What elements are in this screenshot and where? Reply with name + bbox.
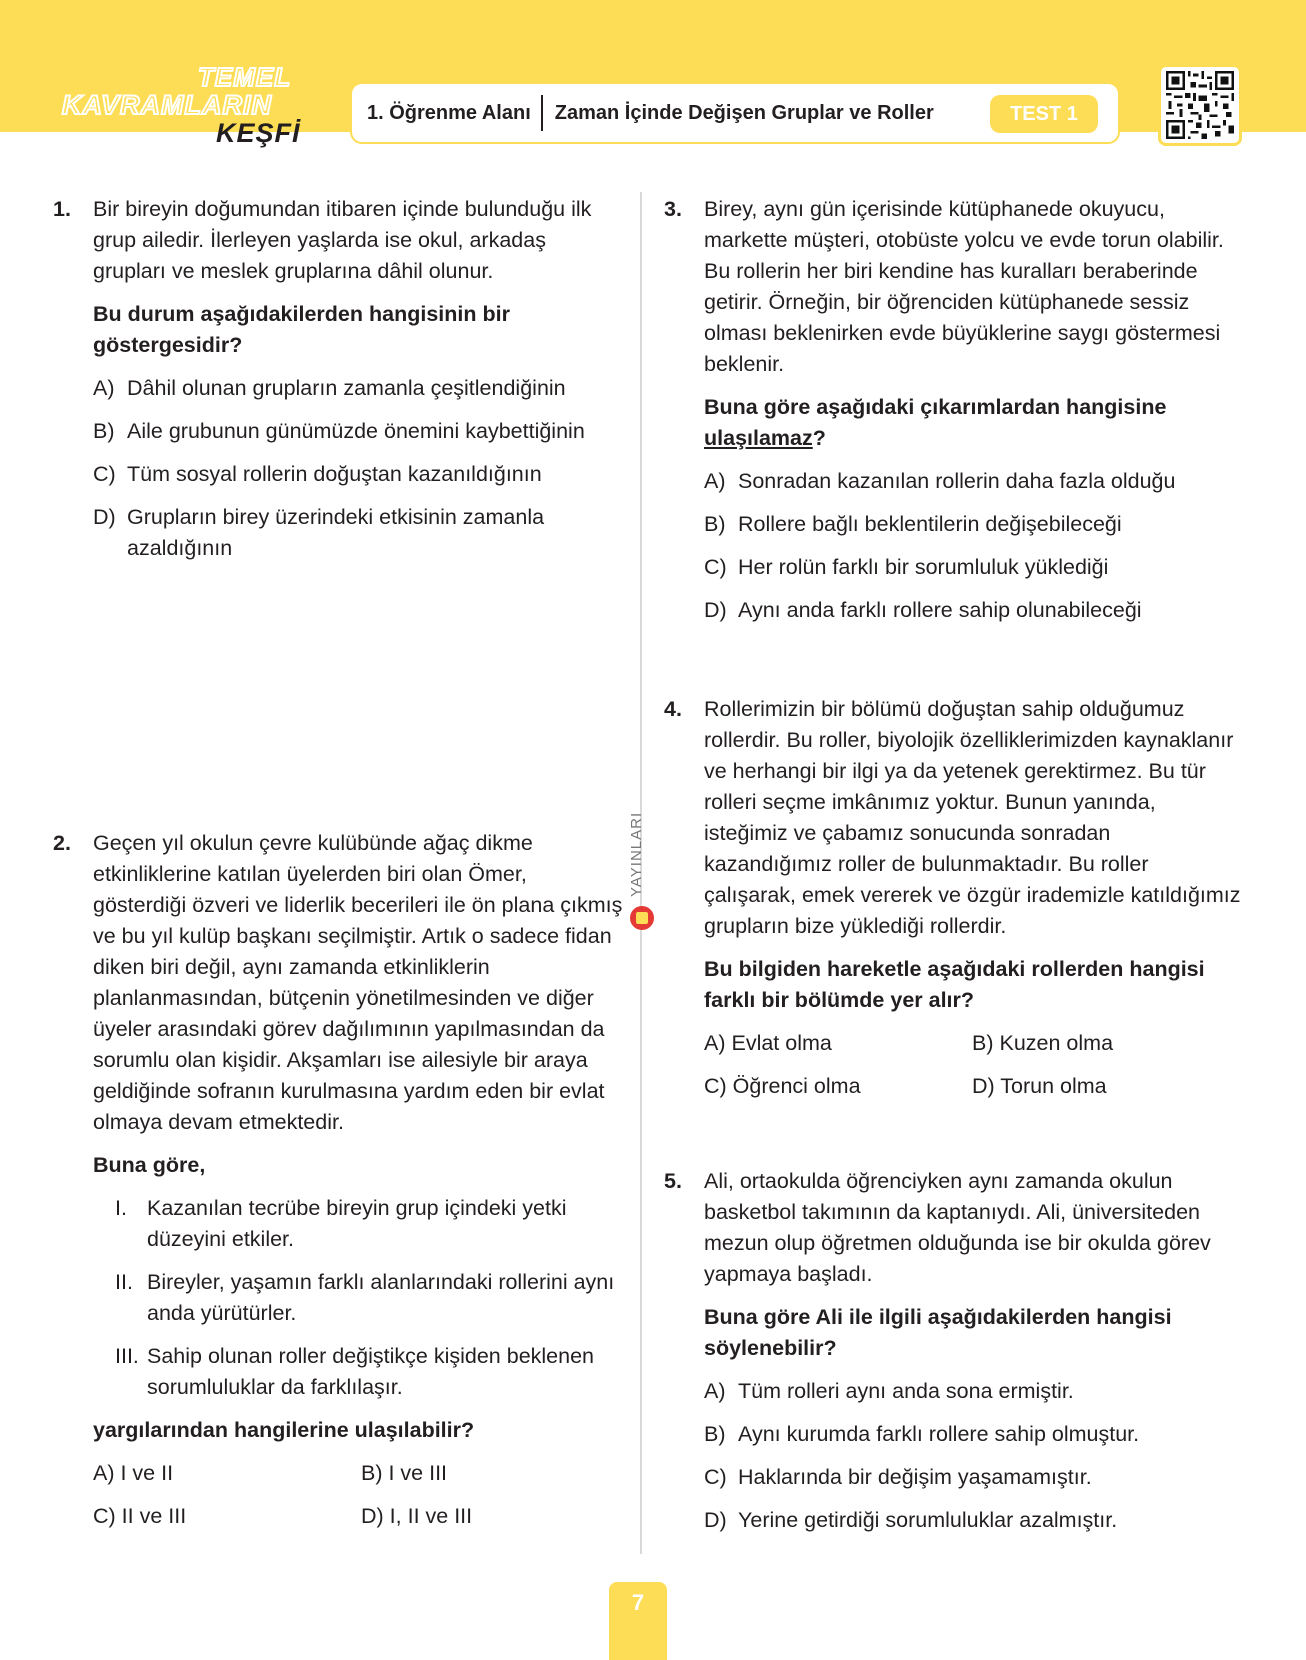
option-label: A) [93,1461,115,1485]
option-list [704,1376,1244,1536]
question-text: Rollerimizin bir bölümü doğuştan sahip olduğumuz rollerdir. Bu roller, biyolojik özelliklerimizden kaynaklanır ve herhangi bir ilgi ya da yetenek gerektirmez. Bu tür rolleri seçme imkânımız yoktur. Bunun yanında, isteğimiz ve çabamız sonucunda sonradan kazandığımız roller de bulunmaktadır. Bu roller çalışarak, emek vererek ve özgür irademizle katıldığımız grupların bize yüklediği rollerdir. [704,697,1241,938]
option-text: Tüm sosyal rollerin doğuştan kazanıldığının [127,462,542,486]
option-text: Aynı anda farklı rollere sahip olunabileceği [738,598,1142,622]
option-list [704,466,1244,626]
side-brand [622,806,662,936]
option-c[interactable] [704,1071,972,1102]
option-label: A) [93,376,115,400]
option-d[interactable] [361,1501,629,1532]
question-5 [664,1166,1244,1548]
header-title-box [350,82,1120,144]
question-stem: Bu bilgiden hareketle aşağıdaki rollerden hangisi farklı bir bölümde yer alır? [704,957,1205,1012]
option-c[interactable] [704,1462,1244,1493]
option-text: Yerine getirdiği sorumluluklar azalmıştır. [738,1508,1118,1532]
option-text: Tüm rolleri aynı anda sona ermiştir. [738,1379,1074,1403]
option-label: B) [361,1461,383,1485]
option-label: C) [93,1504,116,1528]
option-text: Evlat olma [731,1031,832,1055]
question-2 [53,828,623,1532]
option-a[interactable] [704,1376,1244,1407]
option-text: I ve III [388,1461,448,1485]
option-d[interactable] [704,1505,1244,1536]
option-a[interactable] [93,1458,361,1489]
option-a[interactable] [704,1028,972,1059]
option-text: Öğrenci olma [732,1074,861,1098]
statement-text: Bireyler, yaşamın farklı alanlarındaki rollerini aynı anda yürütürler. [147,1270,615,1325]
question-lead: Buna göre, [93,1153,206,1177]
option-label: C) [704,1465,727,1489]
question-text: Ali, ortaokulda öğrenciyken aynı zamanda okulun basketbol takımının da kaptanıydı. Ali, üniversiteden mezun olup öğretmen olduğunda ise bir okulda görev yapmaya başladı. [704,1169,1211,1286]
option-grid [704,1028,1244,1102]
question-stem: yargılarından hangilerine ulaşılabilir? [93,1418,475,1442]
option-b[interactable] [972,1028,1240,1059]
option-text: Dâhil olunan grupların zamanla çeşitlendiğinin [127,376,566,400]
question-text: Birey, aynı gün içerisinde kütüphanede okuyucu, markette müşteri, otobüste yolcu ve evde torun olabilir. Bu rollerin her biri kendine has kuralları beraberinde getirir. Örneğin, bir öğrenciden kütüphanede sessiz olması beklenirken evde büyüklerine saygı göstermesi beklenir. [704,197,1224,376]
logo-line-1: TEMEL [198,62,292,92]
statement-2 [93,1267,623,1329]
option-label: D) [704,598,727,622]
question-stem: Bu durum aşağıdakilerden hangisinin bir göstergesidir? [93,302,510,357]
option-label: D) [361,1504,384,1528]
option-label: C) [704,555,727,579]
option-a[interactable] [704,466,1244,497]
logo-line-2: KAVRAMLARIN [62,90,272,120]
option-b[interactable] [704,509,1244,540]
option-b[interactable] [361,1458,629,1489]
option-grid [93,1458,623,1532]
statement-list [93,1193,623,1403]
question-stem: Buna göre Ali ile ilgili aşağıdakilerden hangisi söylenebilir? [704,1305,1172,1360]
option-text: Kuzen olma [999,1031,1114,1055]
option-label: A) [704,469,726,493]
question-3 [664,194,1244,638]
option-label: B) [704,1422,726,1446]
question-number: 1. [53,197,71,221]
question-stem [704,392,1244,454]
question-1 [53,194,623,576]
option-text: Aile grubunun günümüzde önemini kaybettiğinin [127,419,585,443]
statement-label: II. [115,1270,133,1294]
qr-code-icon[interactable] [1158,64,1242,146]
option-c[interactable] [93,1501,361,1532]
logo-line-3: KEŞFİ [216,118,301,148]
statement-3 [93,1341,623,1403]
side-brand-text: YAYINLARI [628,811,645,897]
option-text: Haklarında bir değişim yaşamamıştır. [738,1465,1092,1489]
question-number: 2. [53,831,71,855]
option-text: II ve III [121,1504,187,1528]
topic-title: Zaman İçinde Değişen Gruplar ve Roller [554,101,934,124]
statement-label: I. [115,1196,127,1220]
option-label: B) [704,512,726,536]
question-number: 3. [664,197,682,221]
stem-underlined: ulaşılamaz [704,426,813,450]
option-d[interactable] [93,502,623,564]
question-4 [664,694,1244,1102]
option-d[interactable] [972,1071,1240,1102]
option-a[interactable] [93,373,623,404]
option-text: Sonradan kazanılan rollerin daha fazla olduğu [738,469,1176,493]
option-label: B) [93,419,115,443]
question-text: Bir bireyin doğumundan itibaren içinde bulunduğu ilk grup ailedir. İlerleyen yaşlarda ise okul, arkadaş grupları ve meslek gruplarına dâhil olunur. [93,197,592,283]
option-label: D) [972,1074,995,1098]
option-label: B) [972,1031,994,1055]
option-list [93,373,623,564]
statement-text: Sahip olunan roller değiştikçe kişiden beklenen sorumluluklar da farklılaşır. [147,1344,595,1399]
question-text: Geçen yıl okulun çevre kulübünde ağaç dikme etkinliklerine katılan üyelerden biri olan Ömer, gösterdiği özveri ve liderlik becerileri ile ön plana çıkmış ve bu yıl kulüp başkanı seçilmiştir. Artık o sadece fidan diken biri değil, aynı zamanda etkinliklerin planlanmasından, bütçenin yönetilmesinden ve diğer üyeler arasındaki görev dağılımının yapılmasından da sorumlu olan kişidir. Akşamları ise ailesiyle bir araya geldiğinde sofranın kurulmasına yardım eden bir evlat olmaya devam etmektedir. [93,831,623,1134]
page-number: 7 [609,1582,667,1660]
publisher-logo-icon [630,906,654,930]
option-b[interactable] [93,416,623,447]
option-text: Her rolün farklı bir sorumluluk yüklediği [738,555,1109,579]
option-label: A) [704,1379,726,1403]
question-number: 5. [664,1169,682,1193]
option-text: Rollere bağlı beklentilerin değişebileceği [738,512,1122,536]
option-text: I ve II [120,1461,174,1485]
brand-logo [58,60,320,150]
statement-text: Kazanılan tecrübe bireyin grup içindeki yetki düzeyini etkiler. [147,1196,567,1251]
stem-mark: ? [812,426,826,450]
option-label: D) [704,1508,727,1532]
stem-text: Buna göre aşağıdaki çıkarımlardan hangisine [704,395,1167,419]
statement-1 [93,1193,623,1255]
test-badge: TEST 1 [990,95,1098,133]
option-c[interactable] [704,552,1244,583]
question-number: 4. [664,697,682,721]
option-text: Grupların birey üzerindeki etkisinin zamanla azaldığının [127,505,545,560]
option-b[interactable] [704,1419,1244,1450]
learning-area-label: 1. Öğrenme Alanı [367,101,531,124]
option-label: C) [704,1074,727,1098]
option-text: Aynı kurumda farklı rollere sahip olmuştur. [738,1422,1140,1446]
option-text: Torun olma [1000,1074,1107,1098]
option-d[interactable] [704,595,1244,626]
option-label: A) [704,1031,726,1055]
option-c[interactable] [93,459,623,490]
statement-label: III. [115,1344,139,1368]
option-text: I, II ve III [389,1504,473,1528]
option-label: C) [93,462,116,486]
option-label: D) [93,505,116,529]
